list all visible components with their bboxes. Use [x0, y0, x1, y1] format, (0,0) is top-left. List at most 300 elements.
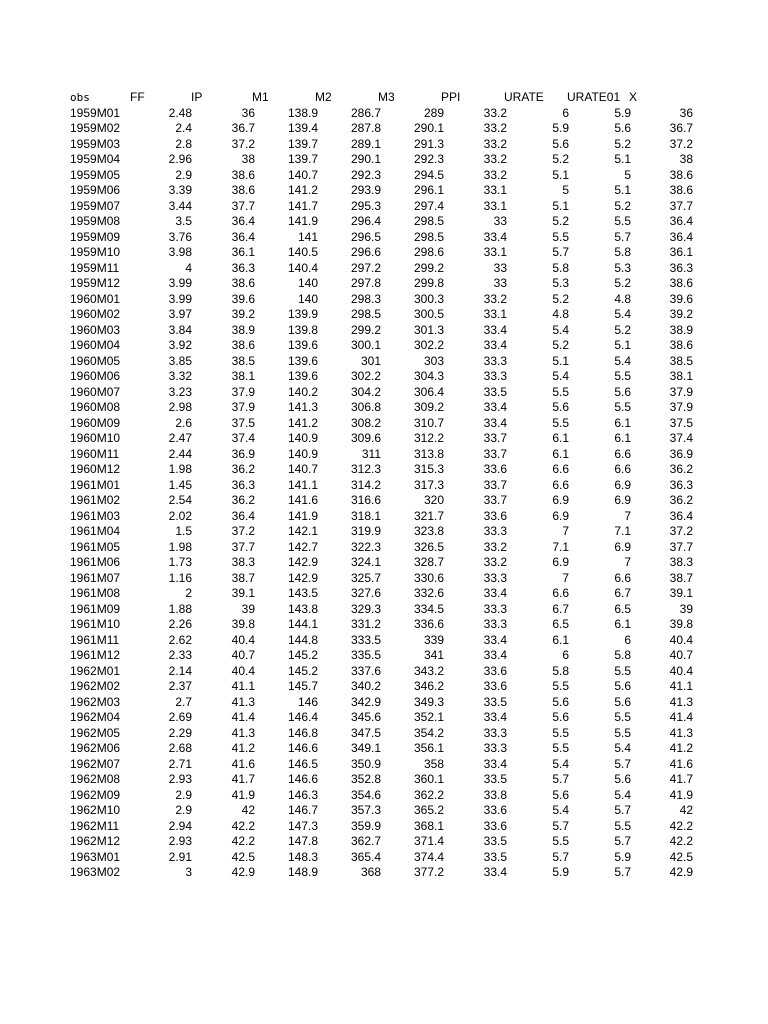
cell-m1: 140.7	[287, 167, 318, 182]
cell-m3: 290.1	[413, 121, 444, 135]
cell-x: 39	[679, 601, 693, 616]
cell-obs: 1959M01	[70, 105, 121, 120]
cell-ff: 3.84	[168, 322, 192, 337]
cell-ip: 36.3	[231, 477, 255, 492]
cell-m1: 148.9	[287, 865, 318, 879]
cell-m2: 308.2	[350, 415, 381, 430]
cell-m1: 139.7	[287, 152, 318, 166]
cell-m1: 145.2	[287, 663, 318, 678]
cell-ip: 38.9	[231, 322, 255, 337]
cell-ip: 38.6	[231, 183, 255, 197]
cell-urate01: 6.5	[614, 601, 631, 616]
cell-m1: 144.8	[287, 632, 318, 647]
cell-ip: 37.9	[231, 400, 255, 414]
cell-x: 36.4	[669, 508, 693, 523]
cell-m3: 374.4	[413, 849, 444, 864]
cell-m2: 352.8	[350, 772, 381, 786]
cell-ff: 2.7	[175, 694, 192, 709]
cell-urate: 6	[562, 648, 569, 662]
cell-ip: 39	[241, 601, 255, 616]
cell-m1: 140.5	[287, 245, 318, 259]
cell-ip: 41.7	[231, 772, 255, 786]
cell-obs: 1962M09	[70, 787, 121, 802]
table-row	[70, 199, 700, 215]
cell-urate01: 5.5	[614, 214, 631, 228]
cell-ppi: 33.2	[483, 121, 507, 135]
cell-urate01: 5.3	[614, 260, 631, 275]
cell-m1: 140.9	[287, 431, 318, 445]
cell-urate01: 5.2	[614, 136, 631, 151]
cell-x: 38	[679, 152, 693, 166]
table-row	[70, 369, 700, 385]
cell-obs: 1961M03	[70, 508, 121, 523]
cell-x: 38.3	[669, 555, 693, 569]
cell-urate01: 5.4	[614, 741, 631, 755]
cell-m2: 292.3	[350, 167, 381, 182]
cell-obs: 1959M07	[70, 198, 121, 213]
table-row	[70, 648, 700, 664]
cell-obs: 1962M12	[70, 834, 121, 848]
cell-ppi: 33.7	[483, 431, 507, 445]
cell-ppi: 33.4	[483, 648, 507, 662]
table-row	[70, 741, 700, 757]
cell-ppi: 33.4	[483, 756, 507, 771]
cell-m1: 140	[297, 291, 318, 306]
cell-ppi: 33.6	[483, 663, 507, 678]
cell-m2: 311	[361, 446, 381, 461]
cell-x: 39.8	[669, 617, 693, 631]
cell-obs: 1962M05	[70, 725, 121, 740]
cell-urate: 5.7	[552, 772, 569, 786]
cell-ppi: 33.8	[483, 787, 507, 802]
cell-ip: 36.3	[231, 260, 255, 275]
cell-urate: 5.7	[552, 818, 569, 833]
cell-ppi: 33	[493, 276, 507, 290]
cell-x: 39.1	[669, 586, 693, 600]
cell-ff: 1.88	[168, 601, 192, 616]
cell-urate: 5.1	[552, 167, 569, 182]
cell-ff: 1.45	[168, 477, 192, 492]
cell-m1: 146.7	[287, 803, 318, 817]
cell-m2: 289.1	[350, 136, 381, 151]
table-row	[70, 617, 700, 633]
table-row	[70, 540, 700, 556]
cell-x: 41.3	[669, 725, 693, 740]
cell-x: 37.5	[669, 415, 693, 430]
cell-ppi: 33.3	[483, 617, 507, 631]
cell-ppi: 33	[493, 260, 507, 275]
cell-obs: 1962M10	[70, 803, 121, 817]
cell-ppi: 33.2	[483, 167, 507, 182]
cell-ff: 3	[185, 865, 192, 879]
table-row	[70, 757, 700, 773]
cell-urate01: 5.6	[614, 772, 631, 786]
table-row	[70, 865, 700, 881]
cell-m2: 350.9	[350, 756, 381, 771]
table-row	[70, 137, 700, 153]
cell-urate: 6.1	[552, 431, 569, 445]
cell-x: 41.6	[669, 756, 693, 771]
cell-x: 36.9	[669, 446, 693, 461]
cell-ff: 2.33	[168, 648, 192, 662]
cell-m1: 142.9	[287, 555, 318, 569]
cell-urate: 5.4	[552, 803, 569, 817]
cell-urate01: 5.5	[614, 710, 631, 724]
cell-urate: 6.7	[552, 601, 569, 616]
cell-obs: 1959M12	[70, 276, 121, 290]
cell-m3: 365.2	[413, 803, 444, 817]
cell-ppi: 33.5	[483, 834, 507, 848]
cell-urate01: 5.5	[614, 818, 631, 833]
cell-urate01: 5.6	[614, 679, 631, 693]
cell-m3: 343.2	[413, 663, 444, 678]
cell-x: 37.4	[669, 431, 693, 445]
cell-x: 42.5	[669, 849, 693, 864]
table-row	[70, 431, 700, 447]
cell-ff: 2.8	[175, 136, 192, 151]
cell-ppi: 33.1	[483, 307, 507, 321]
cell-urate: 5.5	[552, 741, 569, 755]
cell-ff: 3.76	[168, 229, 192, 244]
cell-ppi: 33.4	[483, 322, 507, 337]
table-row	[70, 214, 700, 230]
cell-m3: 299.2	[413, 260, 444, 275]
cell-urate01: 6.9	[614, 539, 631, 554]
cell-obs: 1959M02	[70, 121, 121, 135]
column-header-urate01: URATE01	[567, 90, 621, 104]
cell-x: 38.1	[669, 369, 693, 383]
cell-ff: 3.39	[168, 183, 192, 197]
cell-urate: 5.4	[552, 369, 569, 383]
cell-urate: 5.2	[552, 152, 569, 166]
cell-urate01: 5.5	[614, 663, 631, 678]
cell-ip: 37.5	[231, 415, 255, 430]
cell-urate01: 5.8	[614, 648, 631, 662]
cell-obs: 1960M04	[70, 338, 121, 352]
cell-urate: 5.6	[552, 787, 569, 802]
cell-m2: 362.7	[350, 834, 381, 848]
cell-ff: 2.54	[168, 493, 192, 507]
cell-ff: 2	[185, 586, 192, 600]
cell-m3: 294.5	[413, 167, 444, 182]
cell-ip: 42.2	[231, 818, 255, 833]
cell-ip: 41.6	[231, 756, 255, 771]
cell-x: 37.2	[669, 136, 693, 151]
cell-m2: 304.2	[350, 384, 381, 399]
cell-urate: 6.1	[552, 446, 569, 461]
table-row	[70, 571, 700, 587]
cell-ip: 37.7	[231, 539, 255, 554]
cell-ff: 1.16	[168, 570, 192, 585]
cell-ppi: 33.4	[483, 586, 507, 600]
column-header-x: X	[629, 90, 638, 104]
cell-urate01: 6.6	[614, 462, 631, 476]
cell-ff: 1.98	[168, 462, 192, 476]
cell-x: 39.2	[669, 307, 693, 321]
cell-ff: 3.92	[168, 338, 192, 352]
cell-ff: 2.48	[168, 105, 192, 120]
cell-m1: 146.6	[287, 772, 318, 786]
cell-ip: 38.6	[231, 167, 255, 182]
cell-ip: 36.2	[231, 493, 255, 507]
cell-m2: 299.2	[350, 322, 381, 337]
cell-obs: 1960M01	[70, 291, 121, 306]
cell-m1: 141.7	[287, 198, 318, 213]
cell-urate: 6.9	[552, 555, 569, 569]
cell-urate: 5.2	[552, 338, 569, 352]
cell-urate01: 7	[624, 508, 631, 523]
cell-ip: 40.4	[231, 632, 255, 647]
cell-m2: 287.8	[350, 121, 381, 135]
table-row	[70, 354, 700, 370]
cell-urate: 5.1	[552, 198, 569, 213]
cell-m2: 368	[360, 865, 381, 879]
cell-m3: 315.3	[413, 462, 444, 476]
cell-obs: 1960M09	[70, 415, 121, 430]
cell-m2: 302.2	[350, 369, 381, 383]
cell-m2: 296.4	[350, 214, 381, 228]
cell-obs: 1959M11	[70, 260, 120, 275]
cell-x: 41.3	[669, 694, 693, 709]
cell-ppi: 33.7	[483, 477, 507, 492]
table-row	[70, 416, 700, 432]
cell-ppi: 33.3	[483, 369, 507, 383]
cell-x: 36.3	[669, 477, 693, 492]
cell-ff: 2.9	[175, 787, 192, 802]
cell-m1: 146	[297, 694, 318, 709]
cell-urate: 5.5	[552, 834, 569, 848]
table-row	[70, 400, 700, 416]
cell-obs: 1961M02	[70, 493, 121, 507]
cell-obs: 1963M02	[70, 865, 121, 879]
cell-m3: 298.5	[413, 214, 444, 228]
table-row	[70, 803, 700, 819]
cell-m2: 359.9	[350, 818, 381, 833]
cell-obs: 1960M06	[70, 369, 121, 383]
cell-m3: 368.1	[413, 818, 444, 833]
table-row	[70, 772, 700, 788]
cell-m3: 317.3	[413, 477, 444, 492]
table-row	[70, 679, 700, 695]
cell-m2: 316.6	[350, 493, 381, 507]
cell-m2: 296.5	[350, 229, 381, 244]
column-header-ff: FF	[130, 90, 145, 104]
cell-ff: 2.9	[175, 803, 192, 817]
cell-m2: 297.8	[350, 276, 381, 290]
cell-ip: 38.3	[231, 555, 255, 569]
cell-x: 37.7	[669, 539, 693, 554]
cell-urate01: 5.4	[614, 307, 631, 321]
cell-m2: 300.1	[350, 338, 381, 352]
cell-urate: 5.3	[552, 276, 569, 290]
cell-obs: 1961M06	[70, 555, 121, 569]
cell-m2: 324.1	[350, 555, 381, 569]
cell-urate01: 5.1	[614, 338, 631, 352]
cell-obs: 1961M09	[70, 601, 121, 616]
table-row	[70, 183, 700, 199]
cell-urate: 5.8	[552, 663, 569, 678]
cell-m1: 141	[297, 229, 318, 244]
cell-m3: 300.5	[413, 307, 444, 321]
cell-obs: 1960M12	[70, 462, 121, 476]
cell-urate: 7	[562, 524, 569, 538]
cell-m1: 143.5	[287, 586, 318, 600]
cell-m1: 140.4	[287, 260, 318, 275]
table-row	[70, 850, 700, 866]
data-table	[70, 90, 700, 881]
cell-m3: 358	[423, 756, 444, 771]
cell-obs: 1962M04	[70, 710, 121, 724]
cell-m3: 299.8	[413, 276, 444, 290]
cell-ff: 2.02	[168, 508, 192, 523]
cell-obs: 1961M08	[70, 586, 121, 600]
cell-m1: 142.7	[287, 539, 318, 554]
cell-urate: 5.6	[552, 136, 569, 151]
cell-ppi: 33.4	[483, 229, 507, 244]
cell-ip: 39.6	[231, 291, 255, 306]
table-row	[70, 385, 700, 401]
cell-m2: 290.1	[350, 152, 381, 166]
cell-obs: 1960M10	[70, 431, 121, 445]
table-row	[70, 493, 700, 509]
cell-x: 36.2	[669, 493, 693, 507]
cell-ff: 2.94	[168, 818, 192, 833]
cell-m1: 139.9	[287, 307, 318, 321]
cell-obs: 1961M01	[70, 477, 121, 492]
cell-x: 37.9	[669, 400, 693, 414]
cell-urate01: 5.2	[614, 322, 631, 337]
cell-ip: 38.6	[231, 276, 255, 290]
cell-x: 38.6	[669, 276, 693, 290]
cell-x: 38.9	[669, 322, 693, 337]
cell-x: 42.9	[669, 865, 693, 879]
cell-urate01: 5.7	[614, 803, 631, 817]
cell-urate: 5.5	[552, 725, 569, 740]
cell-x: 41.1	[669, 679, 693, 693]
cell-m1: 147.3	[287, 818, 318, 833]
cell-urate01: 5.6	[614, 121, 631, 135]
cell-ff: 3.23	[168, 384, 192, 399]
table-row	[70, 819, 700, 835]
table-row	[70, 323, 700, 339]
column-header-urate: URATE	[504, 90, 544, 104]
cell-m3: 321.7	[413, 508, 444, 523]
cell-ff: 3.99	[168, 276, 192, 290]
cell-urate01: 6.6	[614, 570, 631, 585]
cell-obs: 1959M06	[70, 183, 121, 197]
cell-urate: 5.6	[552, 710, 569, 724]
cell-obs: 1961M12	[70, 648, 121, 662]
cell-m1: 146.3	[287, 787, 318, 802]
cell-m2: 319.9	[350, 524, 381, 538]
cell-m3: 330.6	[413, 570, 444, 585]
table-row	[70, 230, 700, 246]
cell-m3: 352.1	[413, 710, 444, 724]
cell-m2: 306.8	[350, 400, 381, 414]
cell-obs: 1959M04	[70, 152, 121, 166]
cell-m2: 357.3	[350, 803, 381, 817]
cell-m3: 300.3	[413, 291, 444, 306]
cell-ip: 42.2	[231, 834, 255, 848]
table-row	[70, 106, 700, 122]
cell-m1: 141.1	[287, 477, 318, 492]
cell-ip: 36.2	[231, 462, 255, 476]
cell-m3: 309.2	[413, 400, 444, 414]
cell-ff: 2.91	[168, 849, 192, 864]
cell-ip: 41.4	[231, 710, 255, 724]
cell-m3: 298.5	[413, 229, 444, 244]
cell-m2: 340.2	[350, 679, 381, 693]
cell-ip: 38.5	[231, 353, 255, 368]
table-row	[70, 447, 700, 463]
cell-m1: 143.8	[287, 601, 318, 616]
table-row	[70, 276, 700, 292]
cell-urate: 5.9	[552, 121, 569, 135]
cell-m1: 146.4	[287, 710, 318, 724]
cell-m2: 347.5	[350, 725, 381, 740]
cell-urate: 5.5	[552, 415, 569, 430]
cell-urate: 5.2	[552, 214, 569, 228]
cell-ff: 2.47	[168, 431, 192, 445]
cell-urate: 5.4	[552, 322, 569, 337]
cell-m2: 295.3	[350, 198, 381, 213]
cell-ff: 3.44	[168, 198, 192, 213]
table-row	[70, 462, 700, 478]
cell-m3: 301.3	[413, 322, 444, 337]
cell-x: 37.2	[669, 524, 693, 538]
cell-ppi: 33.4	[483, 632, 507, 647]
cell-ip: 38	[241, 152, 255, 166]
cell-m3: 312.2	[413, 431, 444, 445]
cell-urate01: 6.1	[614, 617, 631, 631]
cell-obs: 1960M08	[70, 400, 121, 414]
cell-ppi: 33.2	[483, 152, 507, 166]
cell-m2: 314.2	[350, 477, 381, 492]
cell-m3: 303	[423, 353, 444, 368]
table-row	[70, 726, 700, 742]
cell-m1: 141.9	[287, 214, 318, 228]
cell-ff: 2.6	[175, 415, 192, 430]
cell-ppi: 33.4	[483, 710, 507, 724]
cell-ip: 38.7	[231, 570, 255, 585]
column-header-ip: IP	[191, 90, 203, 104]
cell-obs: 1960M03	[70, 322, 121, 337]
cell-ip: 38.6	[231, 338, 255, 352]
cell-ip: 40.7	[231, 648, 255, 662]
cell-ppi: 33.2	[483, 136, 507, 151]
cell-obs: 1962M11	[70, 818, 120, 833]
cell-ip: 36.9	[231, 446, 255, 461]
cell-ppi: 33.3	[483, 601, 507, 616]
cell-obs: 1962M08	[70, 772, 121, 786]
cell-x: 38.6	[669, 183, 693, 197]
cell-urate01: 5.1	[614, 152, 631, 166]
cell-m3: 326.5	[413, 539, 444, 554]
cell-m1: 141.9	[287, 508, 318, 523]
table-row	[70, 664, 700, 680]
cell-x: 36	[679, 105, 693, 120]
cell-m1: 140	[297, 276, 318, 290]
cell-ff: 2.62	[168, 632, 192, 647]
cell-x: 42	[679, 803, 693, 817]
cell-obs: 1959M05	[70, 167, 121, 182]
cell-urate: 5.5	[552, 384, 569, 399]
cell-ip: 42	[241, 803, 255, 817]
cell-ppi: 33.6	[483, 462, 507, 476]
table-row	[70, 478, 700, 494]
cell-ip: 41.9	[231, 787, 255, 802]
cell-m3: 320	[423, 493, 444, 507]
